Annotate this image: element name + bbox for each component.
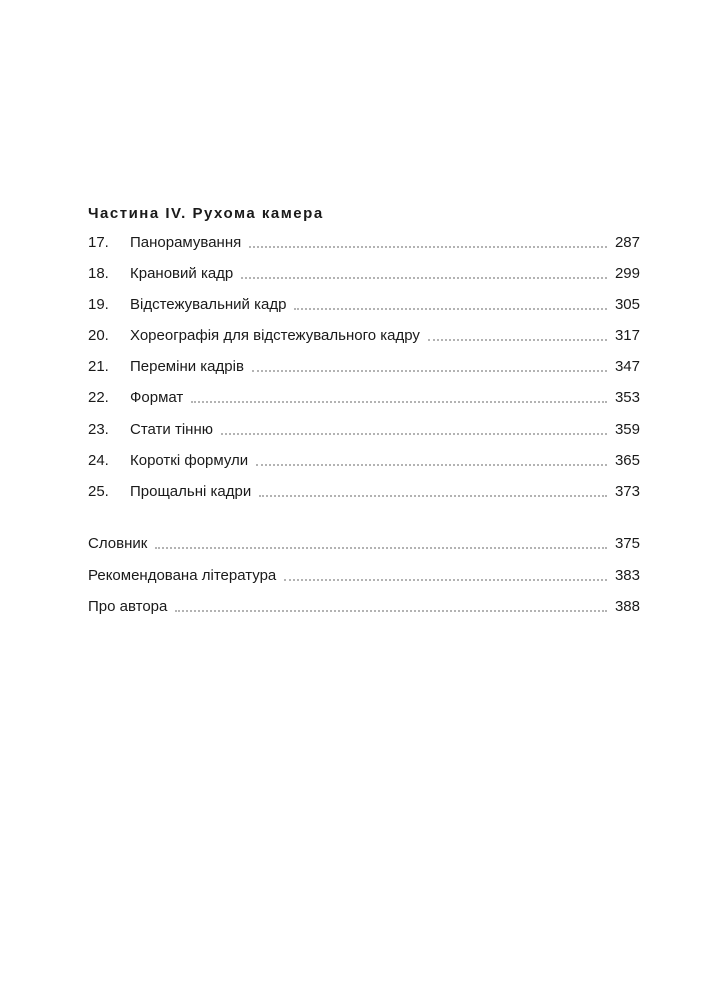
page-number: 317: [614, 327, 640, 344]
toc-entry-chapter-23[interactable]: [88, 418, 640, 440]
chapter-number: 20.: [88, 327, 109, 344]
toc-entry-glossary[interactable]: [88, 532, 640, 554]
page-number: 305: [614, 296, 640, 313]
chapter-number: 23.: [88, 421, 109, 438]
dot-leader: [284, 579, 607, 581]
chapter-number: 17.: [88, 234, 109, 251]
dot-leader: [294, 308, 607, 310]
chapter-title: Стати тінню: [130, 421, 213, 438]
page-number: 287: [614, 234, 640, 251]
toc-entry-chapter-25[interactable]: [88, 480, 640, 502]
section-title: Про автора: [88, 598, 168, 615]
page-number: 359: [614, 421, 640, 438]
toc-entry-chapter-22[interactable]: [88, 386, 640, 408]
dot-leader: [221, 433, 607, 435]
page-number: 353: [614, 389, 640, 406]
chapter-title: Формат: [130, 389, 184, 406]
chapter-number: 22.: [88, 389, 109, 406]
chapter-number: 18.: [88, 265, 109, 282]
dot-leader: [428, 339, 607, 341]
page-number: 388: [614, 598, 640, 615]
page-number: 347: [614, 358, 640, 375]
toc-entry-about-author[interactable]: [88, 595, 640, 617]
chapter-number: 19.: [88, 296, 109, 313]
chapter-title: Відстежувальний кадр: [130, 296, 287, 313]
toc-entry-chapter-24[interactable]: [88, 449, 640, 471]
dot-leader: [259, 495, 607, 497]
toc-entry-chapter-21[interactable]: [88, 355, 640, 377]
dot-leader: [252, 370, 607, 372]
page-number: 383: [614, 567, 640, 584]
toc-entry-chapter-19[interactable]: [88, 293, 640, 315]
dot-leader: [191, 401, 607, 403]
page-number: 375: [614, 535, 640, 552]
toc-entry-chapter-18[interactable]: [88, 262, 640, 284]
chapter-title: Прощальні кадри: [130, 483, 252, 500]
toc-entry-chapter-20[interactable]: [88, 324, 640, 346]
part-title: Частина IV. Рухома камера: [88, 205, 324, 222]
chapter-title: Панорамування: [130, 234, 242, 251]
section-title: Словник: [88, 535, 148, 552]
chapter-title: Короткі формули: [130, 452, 249, 469]
page-number: 299: [614, 265, 640, 282]
page-number: 365: [614, 452, 640, 469]
chapter-number: 25.: [88, 483, 109, 500]
dot-leader: [175, 610, 607, 612]
chapter-title: Переміни кадрів: [130, 358, 244, 375]
chapter-title: Крановий кадр: [130, 265, 234, 282]
chapter-number: 21.: [88, 358, 109, 375]
dot-leader: [256, 464, 607, 466]
page-number: 373: [614, 483, 640, 500]
toc-entry-chapter-17[interactable]: [88, 231, 640, 253]
toc-entry-recommended-literature[interactable]: [88, 564, 640, 586]
section-title: Рекомендована література: [88, 567, 277, 584]
dot-leader: [241, 277, 607, 279]
chapter-title: Хореографія для відстежувального кадру: [130, 327, 420, 344]
dot-leader: [249, 246, 607, 248]
dot-leader: [155, 547, 607, 549]
chapter-number: 24.: [88, 452, 109, 469]
